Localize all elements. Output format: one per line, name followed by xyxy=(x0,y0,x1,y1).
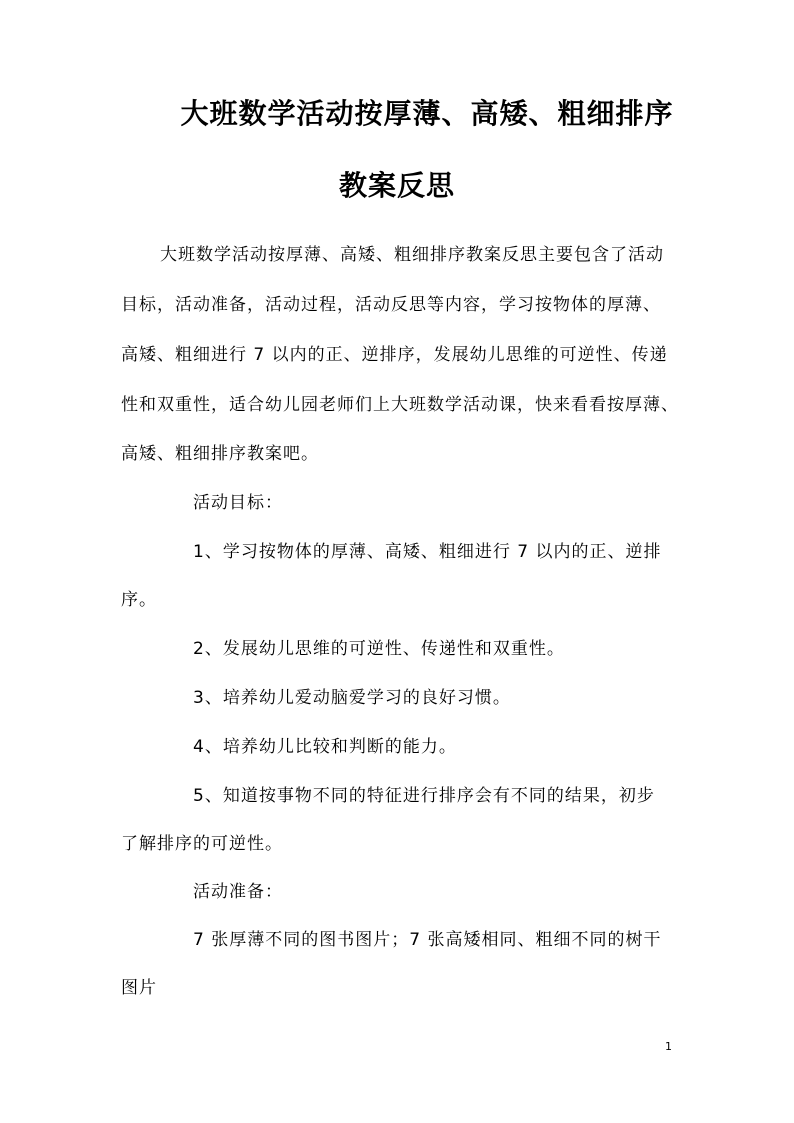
preparation-text-continuation: 图片 xyxy=(121,978,157,998)
document-title-line-1: 大班数学活动按厚薄、高矮、粗细排序 xyxy=(180,97,674,130)
section-heading-preparation: 活动准备： xyxy=(193,882,283,902)
body-text-line: 性和双重性，适合幼儿园老师们上大班数学活动课，快来看看按厚薄、 xyxy=(121,395,679,415)
document-title-line-2: 教案反思 xyxy=(338,169,455,202)
preparation-text: 7 张厚薄不同的图书图片；7 张高矮相同、粗细不同的树干 xyxy=(193,930,662,950)
objective-item: 5、知道按事物不同的特征进行排序会有不同的结果，初步 xyxy=(193,786,655,806)
objective-item: 4、培养幼儿比较和判断的能力。 xyxy=(193,737,457,757)
page-number: 1 xyxy=(665,1040,672,1053)
body-text-line: 大班数学活动按厚薄、高矮、粗细排序教案反思主要包含了活动 xyxy=(160,245,664,265)
body-text-line: 高矮、粗细进行 7 以内的正、逆排序，发展幼儿思维的可逆性、传递 xyxy=(121,345,668,365)
objective-item: 1、学习按物体的厚薄、高矮、粗细进行 7 以内的正、逆排 xyxy=(193,542,662,562)
objective-item-continuation: 了解排序的可逆性。 xyxy=(121,834,283,854)
objective-item: 2、发展幼儿思维的可逆性、传递性和双重性。 xyxy=(193,639,565,659)
objective-item-continuation: 序。 xyxy=(121,590,157,610)
objective-item: 3、培养幼儿爱动脑爱学习的良好习惯。 xyxy=(193,688,511,708)
body-text-line: 高矮、粗细排序教案吧。 xyxy=(121,444,319,464)
body-text-line: 目标，活动准备，活动过程，活动反思等内容，学习按物体的厚薄、 xyxy=(121,295,661,315)
section-heading-objectives: 活动目标： xyxy=(193,493,283,513)
